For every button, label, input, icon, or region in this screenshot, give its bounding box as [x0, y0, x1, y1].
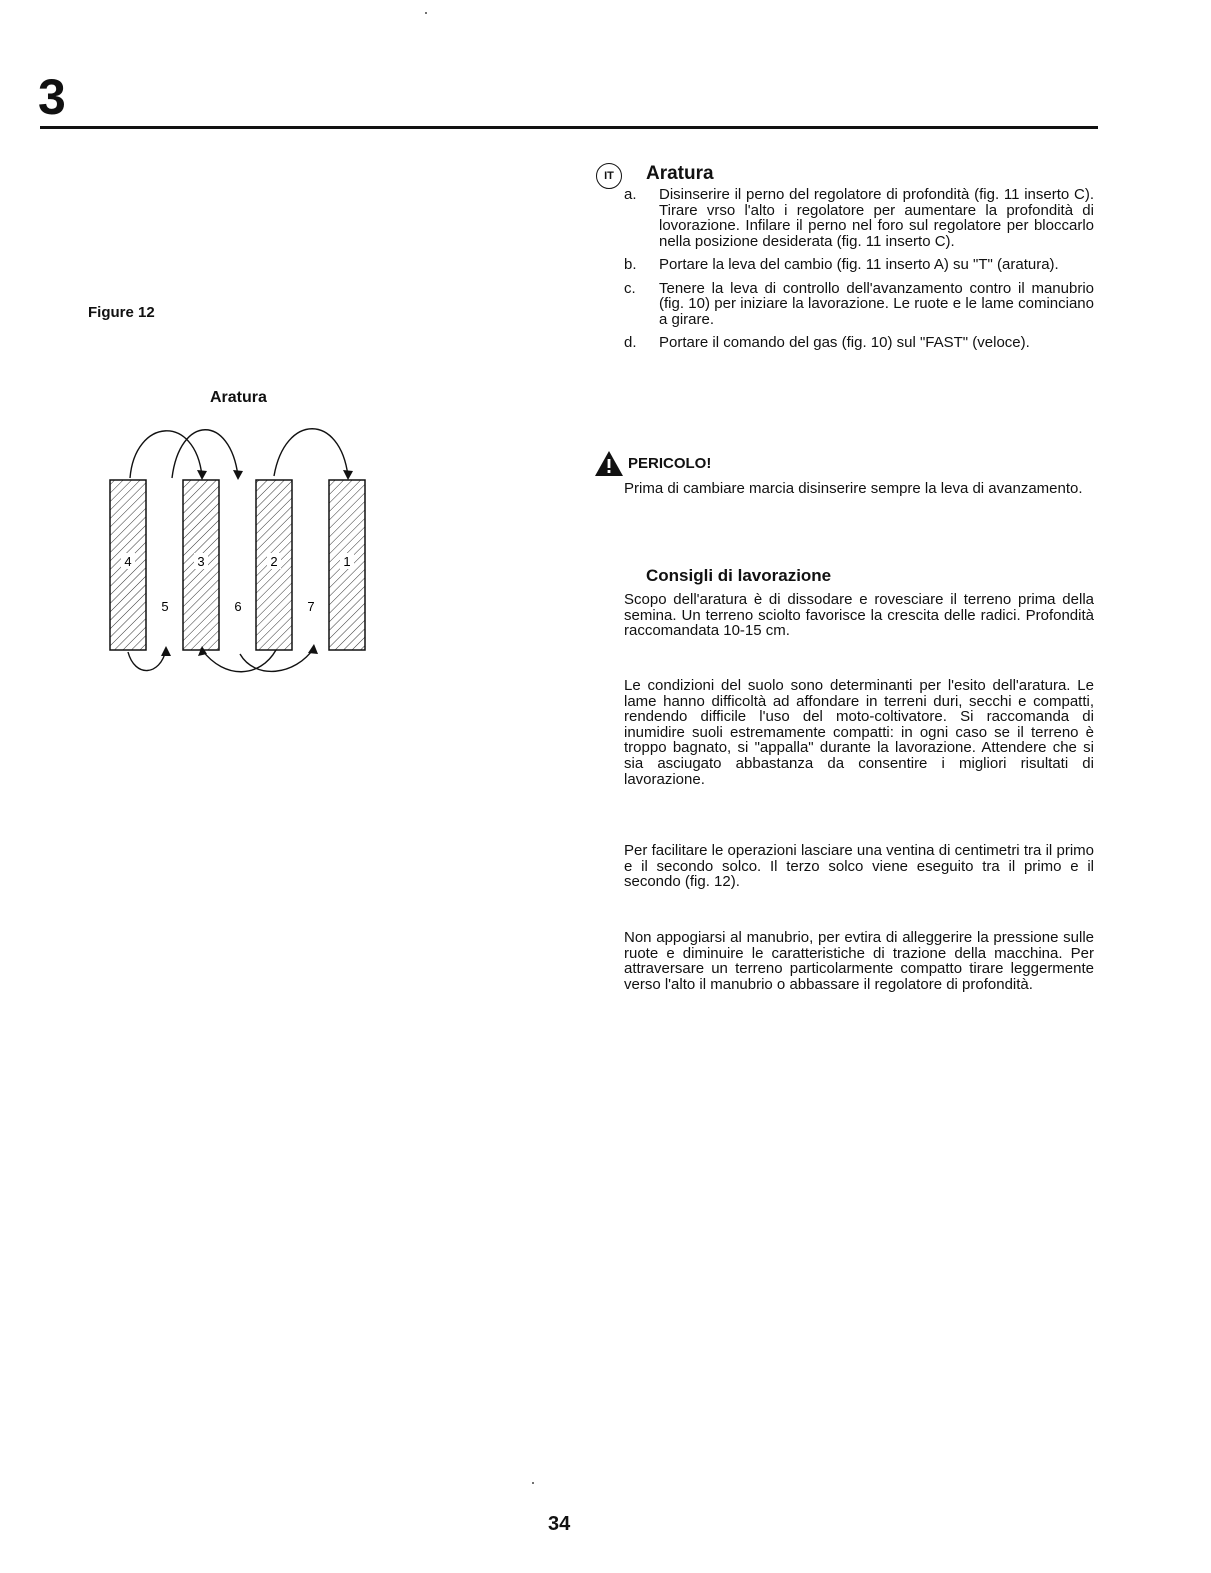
step-letter: b. [624, 256, 637, 273]
step-text: Disinserire il perno del regolatore di profondità (fig. 11 inserto C). Tirare vrso l'alto i regolatore per aumentare la profondità di lovorazione. Infilare il perno nel foro sul regolatore per bloccarlo nella posizione desiderata (fig. 11 inserto C). [659, 186, 1094, 250]
scan-speck [425, 12, 427, 14]
gap-number: 5 [161, 599, 169, 614]
path-arrow [274, 429, 348, 476]
figure-caption: Aratura [210, 389, 267, 406]
chapter-number: 3 [38, 69, 66, 125]
step-letter: c. [624, 279, 636, 297]
warning-text: Prima di cambiare marcia disinserire sempre la leva di avanzamento. [624, 480, 1083, 497]
page-number: 34 [548, 1513, 571, 1535]
list-item [624, 281, 1094, 328]
tips-paragraph: Per facilitare le operazioni lasciare una ventina di centimetri tra il primo e il secondo solco. Il terzo solco viene eseguito tra il primo e il secondo (fig. 12). [624, 842, 1094, 891]
step-text: Portare la leva del cambio (fig. 11 inserto A) su "T" (aratura). [659, 256, 1059, 273]
step-text: Portare il comando del gas (fig. 10) sul "FAST" (veloce). [659, 334, 1030, 351]
steps-list [624, 187, 1094, 359]
warning-icon [594, 450, 624, 477]
path-arrow [130, 431, 202, 478]
step-letter: d. [624, 334, 637, 351]
section-title: Aratura [646, 163, 714, 184]
header-rule [40, 126, 1098, 129]
step-letter: a. [624, 186, 637, 203]
figure-label: Figure 12 [88, 304, 155, 321]
strip-number: 3 [197, 554, 205, 569]
path-arrow [128, 650, 166, 671]
path-arrow [172, 430, 238, 478]
strip-number: 2 [270, 554, 278, 569]
tips-paragraph: Non appogiarsi al manubrio, per evtira di alleggerire la pressione sulle ruote e diminuire le caratteristiche di trazione della macchina. Per attraversare un terreno particolarmente compatto tirare leggermente verso l'alto il manubrio o abbassare il regolatore di profondità. [624, 929, 1094, 993]
path-arrow [202, 650, 276, 672]
list-item [624, 335, 1094, 351]
strip-number: 4 [124, 554, 132, 569]
language-badge: IT [596, 163, 622, 189]
tips-paragraph: Le condizioni del suolo sono determinanti per l'esito dell'aratura. Le lame hanno difficoltà ad affondare in terreni duri, secchi e compatti, rendendo difficile l'uso del moto-coltivatore. Si raccomanda di inumidire suoli estremamente compatti: in ogni caso se il terreno è troppo bagnato, si "appalla" durante la lavorazione. Attendere che si sia asciugato abbastanza da consentire i migliori risultati di lavorazione. [624, 677, 1094, 788]
gap-number: 7 [307, 599, 315, 614]
warning-header [594, 450, 711, 477]
strip-number: 1 [343, 554, 351, 569]
list-item [624, 257, 1094, 273]
plowing-pattern-diagram [100, 418, 390, 690]
path-arrow [240, 648, 314, 671]
tips-paragraph: Scopo dell'aratura è di dissodare e rovesciare il terreno prima della semina. Un terreno sciolto favorisce la crescita delle radici. Profondità raccomandata 10-15 cm. [624, 591, 1094, 640]
tips-title: Consigli di lavorazione [646, 566, 832, 585]
scan-speck [532, 1482, 534, 1484]
step-text: Tenere la leva di controllo dell'avanzamento contro il manubrio (fig. 10) per iniziare la lavorazione. Le ruote e le lame cominciano a girare. [659, 279, 1094, 328]
gap-number: 6 [234, 599, 242, 614]
warning-title: PERICOLO! [628, 455, 712, 472]
list-item [624, 187, 1094, 249]
